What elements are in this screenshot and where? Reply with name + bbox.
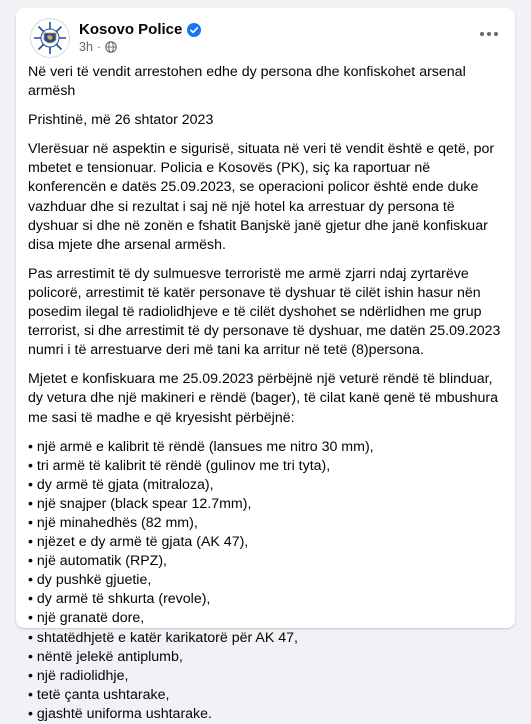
post-paragraph-3: Mjetet e konfiskuara me 25.09.2023 përbëjnë një veturë rëndë të blinduar, dy vetura dhe një makineri e rëndë (bager), të cilat kanë qenë të mbushura me sasi të madhe e që kryesisht përbëjnë: [28,371,499,426]
page-name[interactable] [79,21,201,38]
post-time[interactable]: 3h [79,40,93,54]
list-item: • një radiolidhje, [28,667,129,684]
post-body [28,63,503,724]
list-item: • gjashtë uniforma ushtarake. [28,705,212,722]
kosovo-police-logo [31,19,69,57]
meta-separator: · [96,40,102,54]
globe-icon[interactable] [105,41,117,53]
list-item: • dy armë të shkurta (revole), [28,591,211,608]
list-item: • një minahedhës (82 mm), [28,514,198,531]
list-item: • shtatëdhjetë e katër karikatorë për AK 47, [28,629,298,646]
list-item: • një granatë dore, [28,610,145,627]
post-meta [79,40,117,54]
list-item: • dy armë të gjata (mitraloza), [28,476,214,493]
list-item: • dy pushkë gjuetie, [28,572,152,589]
more-options-icon[interactable] [477,22,501,46]
post-title: Në veri të vendit arrestohen edhe dy persona dhe konfiskohet arsenal armësh [28,64,466,100]
verified-badge-icon [187,23,201,37]
list-item: • një automatik (RPZ), [28,553,168,570]
page-name-label[interactable]: Kosovo Police [79,21,183,38]
post-card [16,8,515,722]
page-avatar[interactable] [30,18,70,58]
post-dateline: Prishtinë, më 26 shtator 2023 [28,112,214,129]
post-paragraph-2: Pas arrestimit të dy sulmuesve terroristë me armë zjarri ndaj zyrtarëve policorë, arrestimit të katër personave të dyshuar të cilët ishin hasur nën posedim ilegal të radiolidhjeve e të cilët dyshohet se ndërlidhen me grup terrorist, si dhe arrestimit të dy personave të dyshuar, me datën 25.09.2023 numri i të arrestuarve deri më tani ka arritur në tetë (8)persona. [28,265,501,359]
post-header [16,8,515,60]
confiscated-items-list [28,438,503,724]
list-item: • një armë e kalibrit të rëndë (lansues me nitro 30 mm), [28,438,374,455]
list-item: • nëntë jelekë antiplumb, [28,648,183,665]
post-paragraph-1: Vlerësuar në aspektin e sigurisë, situata në veri të vendit është e qetë, por mbetet e tensionuar. Policia e Kosovës (PK), siç ka raportuar në konferencën e datës 25.09.2023, se operacioni policor është ende duke vazhduar dhe si rezultat i saj në një hotel ka arrestuar dy persona të dyshuar si dhe në zonën e fshatit Banjskë janë gjetur dhe janë konfiskuar disa mjete dhe arsenal armësh. [28,141,495,253]
list-item: • një snajper (black spear 12.7mm), [28,495,252,512]
list-item: • tetë çanta ushtarake, [28,686,170,703]
list-item: • njëzet e dy armë të gjata (AK 47), [28,534,249,551]
list-item: • tri armë të kalibrit të rëndë (gulinov me tri tyta), [28,457,331,474]
